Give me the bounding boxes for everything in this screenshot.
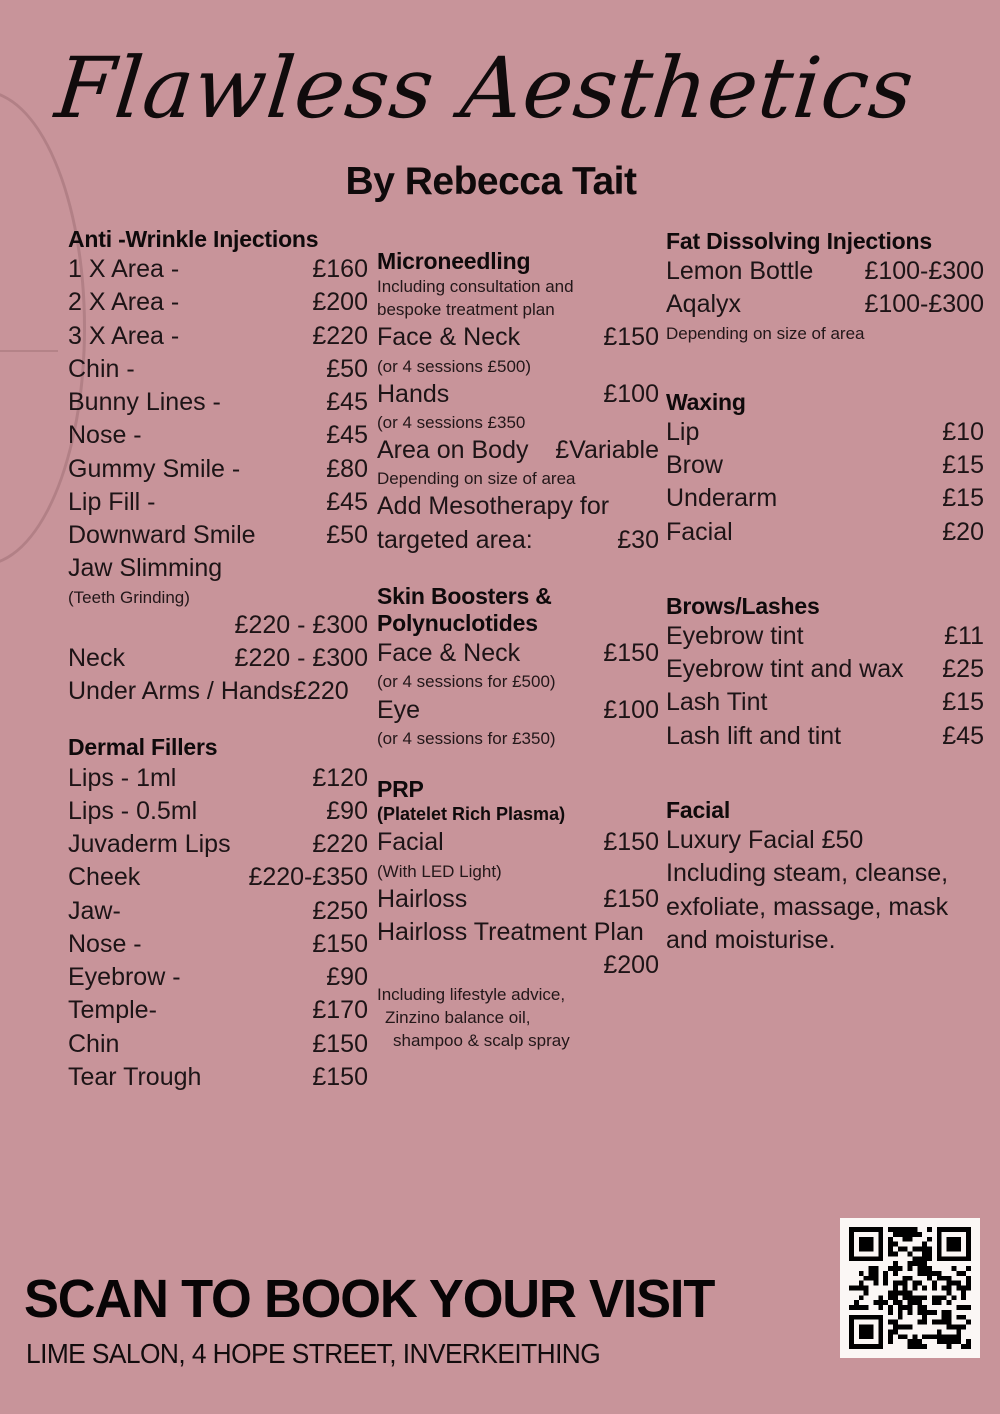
- service-label: Lips - 0.5ml: [68, 796, 198, 825]
- section-spacer: [666, 549, 984, 593]
- price-row: [68, 1061, 368, 1094]
- price-row: [377, 434, 659, 467]
- service-label: Juvaderm Lips: [68, 830, 231, 859]
- service-label: Nose -: [68, 421, 142, 450]
- service-label: Brow: [666, 451, 723, 480]
- price-row: [68, 320, 368, 353]
- service-price: £150: [312, 929, 368, 958]
- price-row: [68, 961, 368, 994]
- service-price: £100: [603, 379, 659, 408]
- service-label: Lips - 1ml: [68, 763, 177, 792]
- price-row: [68, 419, 368, 452]
- price-row: [666, 686, 984, 719]
- service-label: targeted area:: [377, 525, 533, 554]
- service-label: Lemon Bottle: [666, 257, 814, 286]
- section-subtitle: (Platelet Rich Plasma): [377, 804, 566, 825]
- note-line: Including consultation and: [377, 277, 574, 297]
- price-row: [377, 378, 659, 411]
- service-label: Facial: [377, 828, 444, 857]
- service-label: Hands: [377, 379, 450, 408]
- price-row: [666, 516, 984, 549]
- note-line: Zinzino balance oil,: [385, 1007, 531, 1027]
- service-price: £160: [312, 255, 368, 284]
- service-label: Face & Neck: [377, 639, 521, 668]
- service-label: Bunny Lines -: [68, 388, 221, 417]
- service-price: £150: [312, 1062, 368, 1091]
- price-row: [666, 416, 984, 449]
- service-price: £90: [326, 963, 368, 992]
- service-label: Luxury Facial £50: [666, 826, 864, 855]
- service-label: Facial: [666, 517, 733, 546]
- service-label: Downward Smile: [68, 521, 256, 550]
- service-label: Under Arms / Hands£220: [68, 677, 349, 706]
- note-line: (or 4 sessions for £500): [377, 672, 556, 692]
- poster-footer: [0, 1254, 1000, 1414]
- service-price: £220: [312, 321, 368, 350]
- section-title: Fat Dissolving Injections: [666, 228, 932, 254]
- service-price: £100-£300: [864, 290, 984, 319]
- note-line: Depending on size of area: [666, 323, 865, 343]
- service-price: £150: [603, 828, 659, 857]
- service-price: £200: [312, 288, 368, 317]
- price-row: [68, 795, 368, 828]
- price-row: [68, 453, 368, 486]
- service-price: £100-£300: [864, 257, 984, 286]
- note-line: (Teeth Grinding): [68, 587, 190, 607]
- service-price: £50: [326, 521, 368, 550]
- note-line: shampoo & scalp spray: [393, 1030, 570, 1050]
- section-dermal-fillers: [68, 734, 368, 1094]
- price-row: [68, 828, 368, 861]
- service-label: Lash lift and tint: [666, 721, 842, 750]
- service-label: Cheek: [68, 863, 141, 892]
- service-price: £45: [326, 487, 368, 516]
- price-row: [68, 286, 368, 319]
- column-right: [666, 0, 984, 957]
- price-row: [666, 482, 984, 515]
- section-spacer: [666, 345, 984, 389]
- section-title: Waxing: [666, 388, 746, 415]
- service-label: Underarm: [666, 484, 778, 513]
- service-price: £220 - £300: [234, 643, 368, 672]
- price-row: [666, 620, 984, 653]
- price-row: [68, 386, 368, 419]
- service-price: £150: [603, 323, 659, 352]
- section-spacer: [377, 557, 659, 583]
- price-row: [377, 826, 659, 859]
- service-label: 3 X Area -: [68, 321, 180, 350]
- note-line: (or 4 sessions £500): [377, 356, 532, 376]
- price-row: [377, 524, 659, 557]
- section-title: Skin Boosters &: [377, 582, 552, 609]
- note-line: Depending on size of area: [377, 469, 576, 489]
- column-left: [68, 0, 368, 1094]
- service-price: £220 - £300: [234, 610, 368, 639]
- price-row: [68, 994, 368, 1027]
- section-title: PRP: [377, 775, 424, 802]
- scan-to-book-headline: SCAN TO BOOK YOUR VISIT: [24, 1269, 715, 1329]
- service-price: £170: [312, 996, 368, 1025]
- note-line: (or 4 sessions £350: [377, 412, 526, 432]
- note-line: bespoke treatment plan: [377, 300, 555, 320]
- service-label: Eyebrow -: [68, 963, 181, 992]
- service-label: Lip: [666, 417, 700, 446]
- service-price: £15: [942, 688, 984, 717]
- service-label: Nose -: [68, 929, 142, 958]
- service-price: £20: [942, 517, 984, 546]
- note-line: Including lifestyle advice,: [377, 984, 566, 1004]
- service-price: £25: [942, 655, 984, 684]
- service-label: Jaw-: [68, 896, 121, 925]
- service-label: Lip Fill -: [68, 487, 156, 516]
- section-prp: [377, 776, 659, 1052]
- price-row: [666, 653, 984, 686]
- note-line: (or 4 sessions for £350): [377, 728, 556, 748]
- price-row: [68, 642, 368, 675]
- service-label: Lash Tint: [666, 688, 768, 717]
- section-brows-lashes: [666, 593, 984, 753]
- service-price: £220: [312, 830, 368, 859]
- service-label: 1 X Area -: [68, 255, 180, 284]
- service-label: Jaw Slimming: [68, 554, 223, 583]
- section-microneedling: [377, 248, 659, 557]
- price-row: [68, 1028, 368, 1061]
- service-price: £Variable: [555, 436, 659, 465]
- price-row: [666, 720, 984, 753]
- price-row: [68, 486, 368, 519]
- service-label: Hairloss: [377, 884, 468, 913]
- brand-subtitle: By Rebecca Tait: [345, 160, 637, 203]
- service-price: £100: [603, 695, 659, 724]
- section-title: Microneedling: [377, 248, 531, 274]
- service-label: Eye: [377, 695, 421, 724]
- price-row: [68, 519, 368, 552]
- price-row: [666, 288, 984, 321]
- section-spacer: [377, 750, 659, 776]
- service-label: Area on Body: [377, 436, 529, 465]
- price-row: [68, 928, 368, 961]
- service-label: Add Mesotherapy for: [377, 492, 610, 521]
- section-fat-dissolving-injections: [666, 228, 984, 345]
- service-label: Chin: [68, 1029, 120, 1058]
- section-anti-wrinkle-injections: [68, 226, 368, 708]
- section-waxing: [666, 389, 984, 549]
- price-row: [68, 353, 368, 386]
- description-line: Including steam, cleanse,: [666, 859, 949, 888]
- service-label: Eyebrow tint: [666, 621, 804, 650]
- service-price: £80: [326, 454, 368, 483]
- section-title: Brows/Lashes: [666, 592, 820, 619]
- service-label: Eyebrow tint and wax: [666, 655, 904, 684]
- section-title: Facial: [666, 796, 731, 823]
- service-label: Hairloss Treatment Plan: [377, 918, 644, 947]
- service-price: £11: [944, 621, 984, 650]
- service-price: £150: [312, 1029, 368, 1058]
- service-price: £10: [942, 417, 984, 446]
- price-row: [68, 895, 368, 928]
- service-price: £90: [326, 796, 368, 825]
- service-price: £250: [312, 896, 368, 925]
- service-label: Gummy Smile -: [68, 454, 241, 483]
- section-skin-boosters: [377, 583, 659, 750]
- service-price: £200: [603, 951, 659, 980]
- price-row: [377, 637, 659, 670]
- section-title: Anti -Wrinkle Injections: [68, 226, 319, 252]
- service-price: £150: [603, 639, 659, 668]
- note-line: (With LED Light): [377, 861, 502, 881]
- price-row: [68, 253, 368, 286]
- section-spacer: [68, 708, 368, 734]
- service-label: Tear Trough: [68, 1062, 202, 1091]
- service-price: £45: [942, 721, 984, 750]
- column-middle: [377, 0, 659, 1052]
- price-row: [68, 762, 368, 795]
- brand-title: Flawless Aesthetics: [51, 39, 919, 137]
- service-price: £220-£350: [248, 863, 368, 892]
- description-line: exfoliate, massage, mask: [666, 892, 949, 921]
- service-label: Chin -: [68, 354, 135, 383]
- price-row: [68, 861, 368, 894]
- service-price: £120: [312, 763, 368, 792]
- section-title-line2: Polynuclotides: [377, 610, 538, 637]
- price-row: [666, 449, 984, 482]
- service-label: Aqalyx: [666, 290, 742, 319]
- service-price: £15: [942, 451, 984, 480]
- service-price: £45: [326, 388, 368, 417]
- description-line: and moisturise.: [666, 925, 836, 954]
- service-label: Neck: [68, 643, 125, 672]
- price-row: [377, 321, 659, 354]
- service-price: £15: [942, 484, 984, 513]
- service-label: Temple-: [68, 996, 157, 1025]
- price-row: [377, 883, 659, 916]
- section-title: Dermal Fillers: [68, 734, 218, 761]
- service-price: £50: [326, 354, 368, 383]
- price-row: [377, 694, 659, 727]
- service-label: Face & Neck: [377, 323, 521, 352]
- service-price: £45: [326, 421, 368, 450]
- section-spacer: [666, 753, 984, 797]
- salon-address: LIME SALON, 4 HOPE STREET, INVERKEITHING: [26, 1338, 601, 1369]
- service-label: 2 X Area -: [68, 288, 180, 317]
- service-price: £150: [603, 884, 659, 913]
- section-facial: [666, 797, 984, 957]
- price-row: [666, 255, 984, 288]
- service-price: £30: [617, 525, 659, 554]
